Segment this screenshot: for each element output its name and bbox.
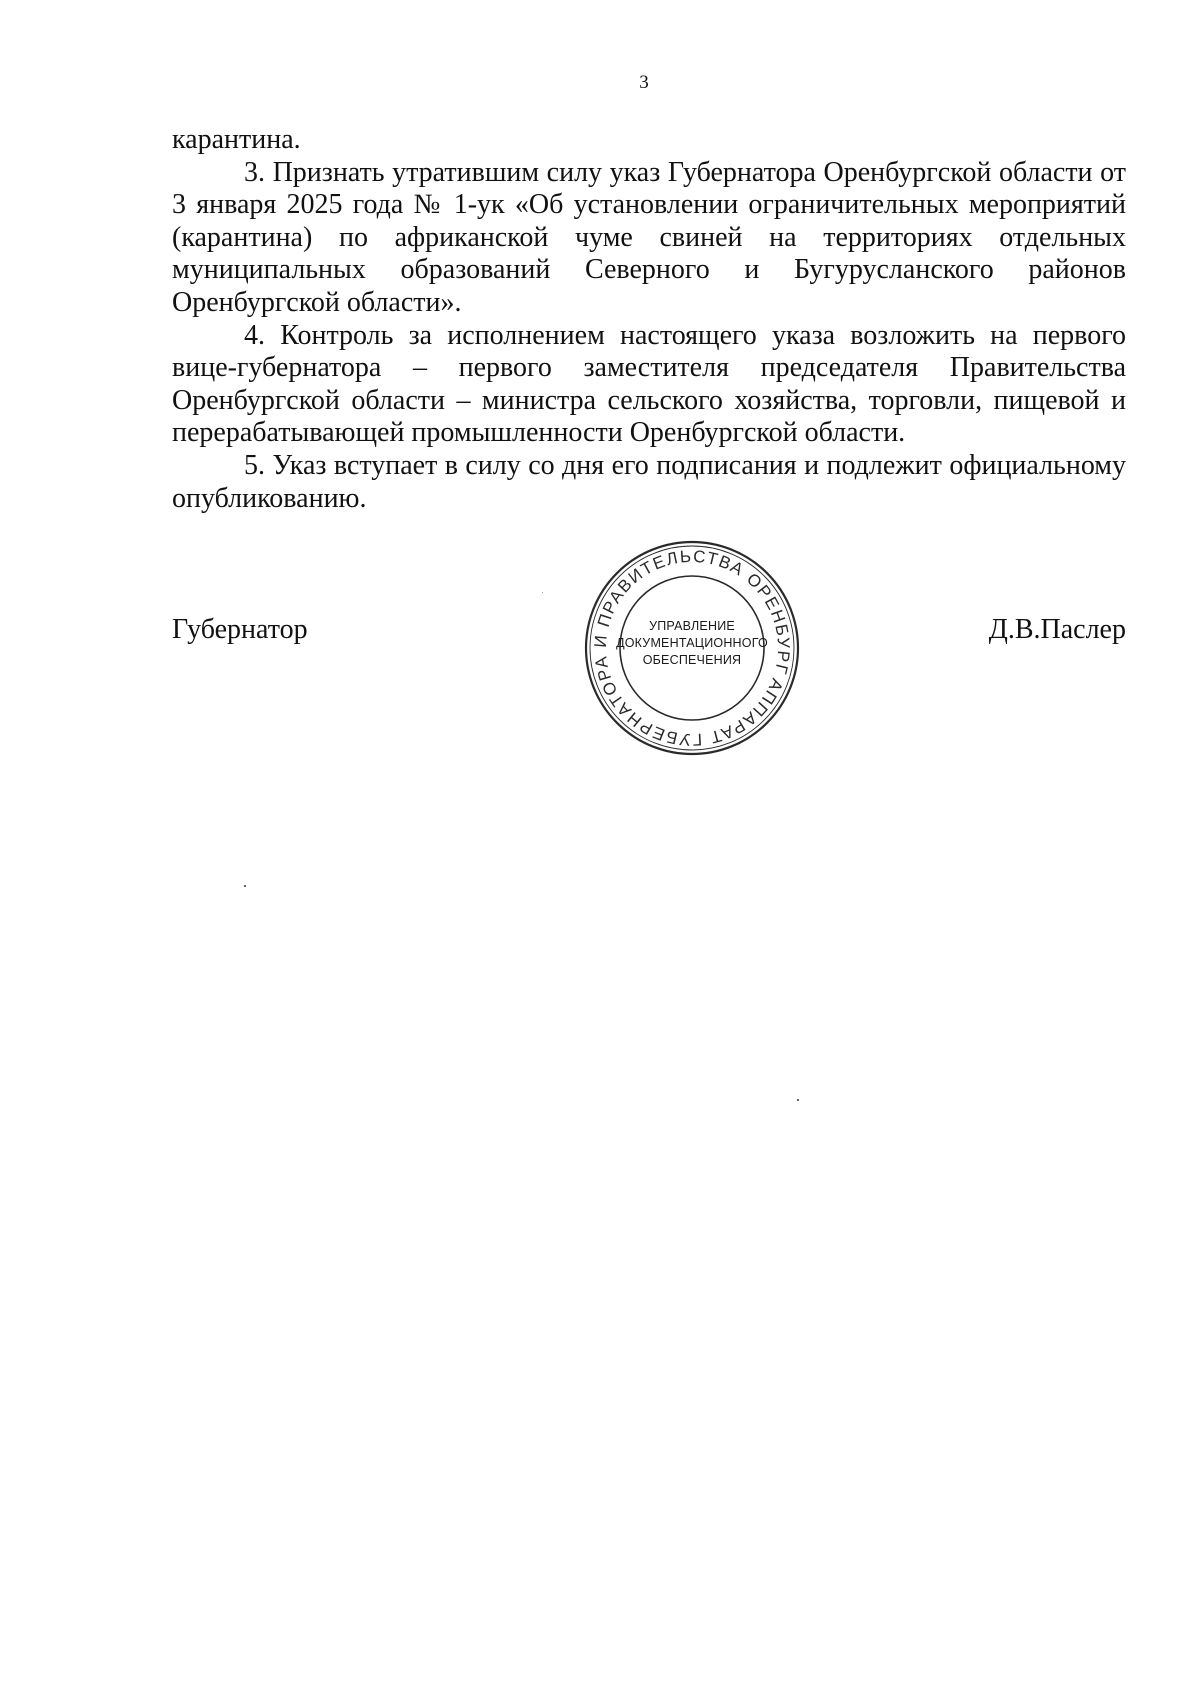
seal-line-3: ОБЕСПЕЧЕНИЯ <box>642 653 742 667</box>
seal-center-text <box>612 618 772 669</box>
seal-ring-text: АППАРАТ ГУБЕРНАТОРА И ПРАВИТЕЛЬСТВА ОРЕНБУРГСКОЙ <box>590 546 794 750</box>
seal-line-2: ДОКУМЕНТАЦИОННОГО <box>616 636 768 650</box>
paragraph-4: 4. Контроль за исполнением настоящего указа возложить на первого вице-губернатора – первого заместителя председателя Правительства Оренбургской области – министра сельского хозяйства, торговли, пищевой и перерабатывающей промышленности Оренбургской области. <box>172 319 1126 449</box>
seal-line-1: УПРАВЛЕНИЕ <box>649 619 735 633</box>
signatory-title: Губернатор <box>172 614 308 645</box>
scan-speck <box>244 885 246 887</box>
paragraph-3: 3. Признать утратившим силу указ Губернатора Оренбургской области от 3 января 2025 года № 1-ук «Об установлении ограничительных мероприятий (карантина) по африканской чуме свиней на территориях отдельных муниципальных образований Северного и Бугурусланского районов Оренбургской области». <box>172 156 1126 318</box>
paragraph-5: 5. Указ вступает в силу со дня его подписания и подлежит официальному опубликованию. <box>172 449 1126 514</box>
document-body <box>172 124 1126 515</box>
scan-speck <box>797 1099 799 1101</box>
scan-speck <box>542 592 543 593</box>
signatory-name: Д.В.Паслер <box>988 614 1126 645</box>
paragraph-continuation: карантина. <box>172 124 301 155</box>
page-number: 3 <box>639 72 649 93</box>
official-seal <box>580 536 804 760</box>
